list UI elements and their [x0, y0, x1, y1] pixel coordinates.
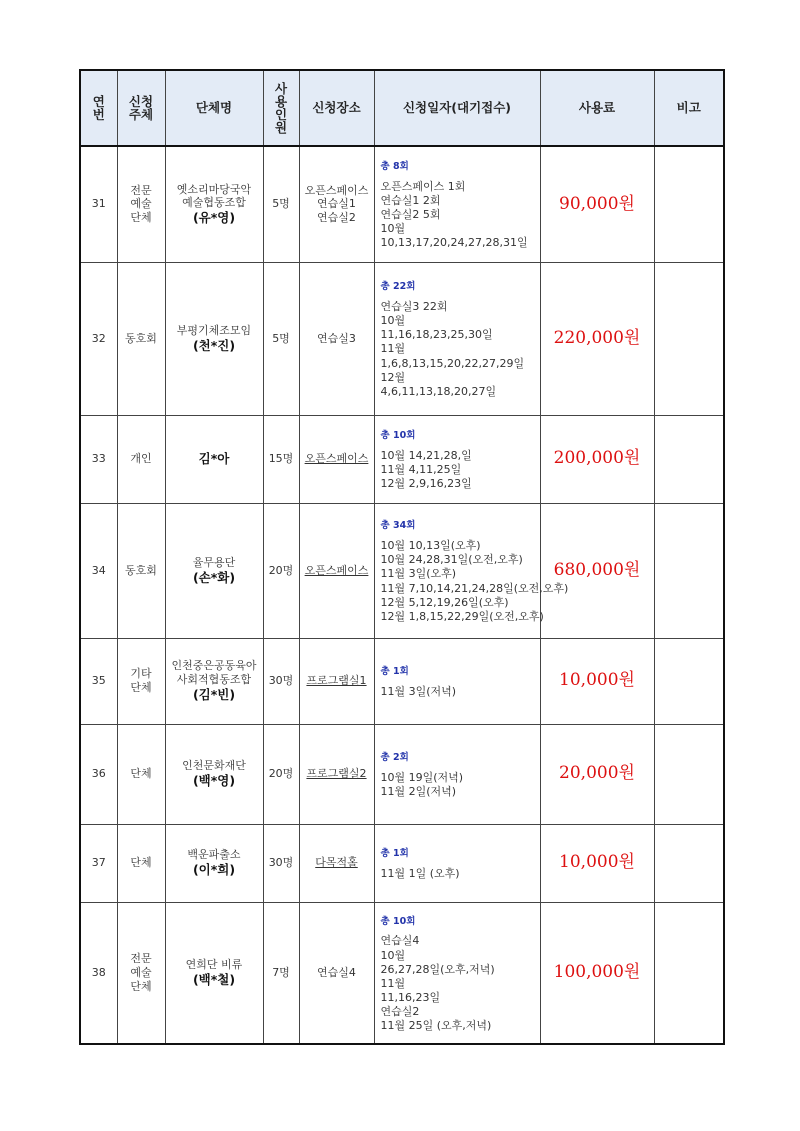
applicant-type-line: 전문: [130, 952, 152, 966]
table-row: [80, 503, 724, 638]
representative-name: (천*진): [192, 337, 236, 353]
fee-amount: 10,000원: [540, 638, 654, 724]
date-lines: [375, 298, 540, 401]
applicant-type: [117, 824, 165, 902]
table-row: [80, 262, 724, 415]
venue: [299, 824, 374, 902]
organization-line: 연희단 비류: [185, 958, 243, 972]
venue: [299, 503, 374, 638]
organization-line: 인천중은공동육아: [171, 659, 257, 673]
header-no: 연 번: [80, 70, 117, 146]
organization-line: 예술협동조합: [182, 196, 246, 210]
fee-amount: 10,000원: [540, 824, 654, 902]
total-count: 총 1회: [380, 666, 409, 678]
fee-amount: 220,000원: [540, 262, 654, 415]
applicant-type: [117, 146, 165, 262]
venue-line: 연습실1: [317, 197, 356, 211]
applicant-type-line: 단체: [130, 681, 152, 694]
date-lines: [375, 683, 540, 701]
date-line: 12월 5,12,19,26일(오후): [380, 595, 509, 609]
row-number: 38: [80, 902, 117, 1044]
venue-line: 프로그램실1: [306, 674, 367, 688]
date-line: 오픈스페이스 1회: [380, 180, 466, 194]
date-inner: [375, 661, 540, 701]
note: [654, 262, 724, 415]
date-cell: [374, 146, 540, 262]
representative-name: (손*화): [192, 569, 236, 585]
organization-line: 율무용단: [192, 555, 236, 569]
note: [654, 503, 724, 638]
date-inner: [375, 747, 540, 801]
date-inner: [375, 515, 569, 625]
note: [654, 724, 724, 824]
organization: [165, 146, 263, 262]
table-row: [80, 724, 724, 824]
header-date: 신청일자(대기접수): [374, 70, 540, 146]
date-line: 12월 1,8,15,22,29일(오전,오후): [380, 609, 544, 623]
date-line: 11월: [380, 342, 406, 356]
fee-amount: 90,000원: [540, 146, 654, 262]
people-count: 5명: [263, 262, 299, 415]
row-number: 37: [80, 824, 117, 902]
people-count: 7명: [263, 902, 299, 1044]
applicant-type: [117, 415, 165, 503]
applicant-type-line: 동호회: [125, 331, 157, 345]
venue: [299, 638, 374, 724]
date-line: 10월 14,21,28,일: [380, 448, 472, 462]
date-line: 4,6,11,13,18,20,27일: [380, 384, 497, 398]
table-body: [80, 146, 724, 1044]
date-cell: [374, 262, 540, 415]
people-count: 20명: [263, 724, 299, 824]
fee-amount: 680,000원: [540, 503, 654, 638]
date-line: 11월 1일 (오후): [380, 866, 460, 880]
header-type: 신청 주체: [117, 70, 165, 146]
date-line: 10월: [380, 222, 406, 236]
date-line: 11월 7,10,14,21,24,28일(오전,오후): [380, 581, 569, 595]
date-lines: [375, 769, 540, 801]
applicant-type-line: 단체: [130, 856, 152, 870]
total-count: 총 10회: [380, 429, 416, 441]
date-lines: [375, 447, 540, 493]
applicant-type: [117, 262, 165, 415]
organization-line: 인천문화재단: [182, 759, 246, 773]
date-line: 10월 10,13일(오후): [380, 539, 481, 553]
total-count: 총 10회: [380, 915, 416, 927]
date-lines: [375, 537, 569, 625]
date-lines: [375, 865, 540, 883]
date-line: 11월: [380, 976, 406, 990]
header-note: 비고: [654, 70, 724, 146]
venue-line: 연습실4: [317, 965, 356, 979]
applicant-type-line: 개인: [130, 452, 152, 466]
date-lines: [375, 178, 540, 252]
total-count: 총 34회: [380, 520, 416, 532]
fee-amount: 200,000원: [540, 415, 654, 503]
note: [654, 902, 724, 1044]
header-fee: 사용료: [540, 70, 654, 146]
venue: [299, 146, 374, 262]
organization-line: 백운파출소: [187, 848, 241, 862]
note: [654, 638, 724, 724]
venue: [299, 415, 374, 503]
table-row: [80, 902, 724, 1044]
representative-name: (유*영): [192, 210, 236, 226]
row-number: 31: [80, 146, 117, 262]
representative-name: (백*철): [192, 971, 236, 987]
organization: [165, 724, 263, 824]
organization: [165, 415, 263, 503]
date-inner: [375, 843, 540, 883]
date-line: 11,16,18,23,25,30일: [380, 328, 493, 342]
date-inner: [375, 425, 540, 493]
applicant-type-line: 전문: [130, 183, 152, 197]
applicant-type: [117, 503, 165, 638]
date-line: 11월 2일(저녁): [380, 785, 457, 798]
header-row: [80, 70, 724, 146]
date-line: 12월 2,9,16,23일: [380, 477, 472, 491]
date-line: 11월 25일 (오후,저녁): [380, 1018, 492, 1032]
venue-line: 오픈스페이스: [304, 452, 369, 466]
date-lines: [375, 932, 540, 1035]
date-cell: [374, 415, 540, 503]
venue-line: 오픈스페이스: [304, 183, 369, 197]
total-count: 총 1회: [380, 848, 409, 860]
venue-line: 연습실2: [317, 211, 356, 225]
header-place: 신청장소: [299, 70, 374, 146]
applicant-type: [117, 724, 165, 824]
applicant-type: [117, 902, 165, 1044]
organization: [165, 902, 263, 1044]
table-row: [80, 638, 724, 724]
row-number: 32: [80, 262, 117, 415]
date-inner: [375, 910, 540, 1035]
note: [654, 824, 724, 902]
date-cell: [374, 638, 540, 724]
representative-name: (이*희): [192, 862, 236, 878]
fee-amount: 100,000원: [540, 902, 654, 1044]
venue-line: 연습실3: [317, 331, 356, 345]
venue-line: 오픈스페이스: [304, 563, 369, 577]
applicant-type-line: 기타: [130, 667, 152, 681]
representative-name: (김*빈): [192, 686, 236, 702]
table-row: [80, 415, 724, 503]
total-count: 총 2회: [380, 751, 409, 763]
row-number: 33: [80, 415, 117, 503]
date-line: 11,16,23일: [380, 990, 441, 1004]
date-line: 1,6,8,13,15,20,22,27,29일: [380, 356, 525, 370]
date-line: 10월: [380, 314, 406, 328]
date-cell: [374, 902, 540, 1044]
table-row: [80, 146, 724, 262]
row-number: 36: [80, 724, 117, 824]
row-number: 35: [80, 638, 117, 724]
date-inner: [375, 156, 540, 252]
date-cell: [374, 503, 569, 638]
people-count: 20명: [263, 503, 299, 638]
venue: [299, 262, 374, 415]
note: [654, 146, 724, 262]
date-inner: [375, 276, 540, 401]
organization-line: 사회적협동조합: [176, 673, 252, 687]
date-line: 연습실2: [380, 1004, 420, 1018]
date-cell: [374, 724, 540, 824]
organization-line: 부평기체조모임: [176, 323, 252, 337]
representative-name: 김*아: [198, 451, 230, 467]
applicant-type: [117, 638, 165, 724]
applicant-type-line: 동호회: [125, 563, 157, 577]
venue-line: 프로그램실2: [306, 767, 367, 781]
rental-table: [79, 69, 725, 1045]
venue-line: 다목적홀: [315, 856, 358, 870]
applicant-type-line: 예술: [130, 965, 152, 979]
venue: [299, 724, 374, 824]
date-line: 연습실2 5회: [380, 208, 441, 222]
people-count: 30명: [263, 638, 299, 724]
date-line: 연습실1 2회: [380, 194, 441, 208]
row-number: 34: [80, 503, 117, 638]
date-line: 연습실4: [380, 934, 420, 948]
people-count: 5명: [263, 146, 299, 262]
date-line: 11월 4,11,25일: [380, 462, 462, 476]
date-line: 12월: [380, 370, 406, 384]
date-line: 11월 3일(저녁): [380, 684, 457, 698]
applicant-type-line: 단체: [130, 211, 152, 225]
organization-line: 옛소리마당국악: [176, 182, 252, 196]
table-row: [80, 824, 724, 902]
date-line: 10월: [380, 948, 406, 962]
venue: [299, 902, 374, 1044]
date-cell: [374, 824, 540, 902]
applicant-type-line: 예술: [130, 197, 152, 211]
date-line: 26,27,28일(오후,저녁): [380, 962, 495, 976]
organization: [165, 503, 263, 638]
applicant-type-line: 단체: [130, 979, 152, 993]
date-line: 10월 19일(저녁): [380, 770, 464, 784]
date-line: 10월 24,28,31일(오전,오후): [380, 553, 523, 567]
organization: [165, 262, 263, 415]
representative-name: (백*영): [192, 773, 236, 789]
header-people: 사 용 인 원: [263, 70, 299, 146]
note: [654, 415, 724, 503]
people-count: 15명: [263, 415, 299, 503]
total-count: 총 22회: [380, 281, 416, 293]
people-count: 30명: [263, 824, 299, 902]
date-line: 연습실3 22회: [380, 300, 448, 314]
total-count: 총 8회: [380, 161, 409, 173]
applicant-type-line: 단체: [130, 767, 152, 781]
organization: [165, 638, 263, 724]
date-line: 10,13,17,20,24,27,28,31일: [380, 236, 528, 250]
fee-amount: 20,000원: [540, 724, 654, 824]
header-org: 단체명: [165, 70, 263, 146]
organization: [165, 824, 263, 902]
date-line: 11월 3일(오후): [380, 567, 457, 581]
